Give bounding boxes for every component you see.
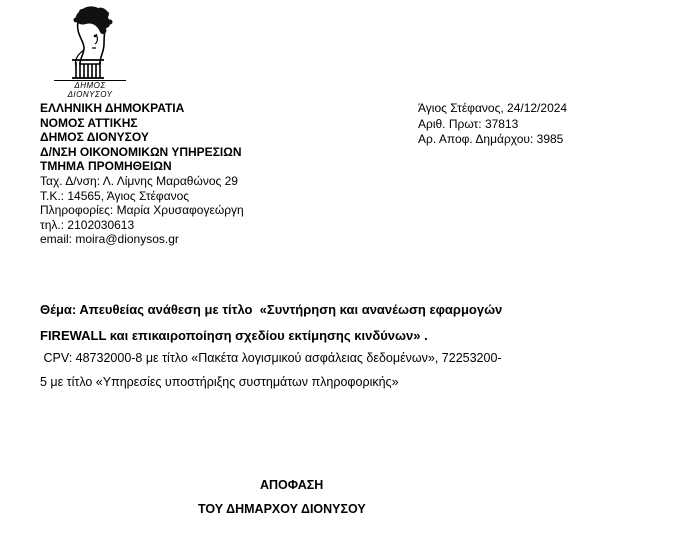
- cpv-line-2: 5 με τίτλο «Υπηρεσίες υποστήριξης συστημάτων πληροφορικής»: [40, 375, 399, 389]
- protocol-number: Αριθ. Πρωτ: 37813: [418, 116, 519, 131]
- decision-title: ΑΠΟΦΑΣΗ: [260, 478, 324, 492]
- place-date: Άγιος Στέφανος, 24/12/2024: [418, 101, 568, 115]
- issuer-contact-person: Πληροφορίες: Μαρία Χρυσαφογεώργη: [40, 203, 244, 218]
- issuer-address: Ταχ. Δ/νση: Λ. Λίμνης Μαραθώνος 29: [40, 173, 238, 188]
- issuer-directorate: Δ/ΝΣΗ ΟΙΚΟΝΟΜΙΚΩΝ ΥΠΗΡΕΣΙΩΝ: [40, 144, 242, 159]
- issuer-email: email: moira@dionysos.gr: [40, 232, 179, 247]
- issuer-country: ΕΛΛΗΝΙΚΗ ΔΗΜΟΚΡΑΤΙΑ: [40, 101, 185, 115]
- issuer-municipality: ΔΗΜΟΣ ΔΙΟΝΥΣΟΥ: [40, 130, 149, 145]
- subject-line-2: FIREWALL και επικαιροποίηση σχεδίου εκτίμησης κινδύνων» .: [40, 328, 428, 343]
- subject-block: [40, 297, 620, 349]
- issuer-postal-code: Τ.Κ.: 14565, Άγιος Στέφανος: [40, 188, 190, 203]
- dionysos-head-icon: [62, 4, 118, 80]
- municipality-logo: [54, 4, 126, 99]
- issuer-department: ΤΜΗΜΑ ΠΡΟΜΗΘΕΙΩΝ: [40, 159, 172, 174]
- decision-subtitle: ΤΟΥ ΔΗΜΑΡΧΟΥ ΔΙΟΝΥΣΟΥ: [198, 502, 366, 516]
- issuer-phone: τηλ.: 2102030613: [40, 217, 135, 232]
- decision-number: Αρ. Αποφ. Δημάρχου: 3985: [418, 132, 564, 146]
- logo-caption: ΔΗΜΟΣ ΔΙΟΝΥΣΟΥ: [67, 81, 113, 99]
- document-meta: [418, 101, 567, 148]
- cpv-block: [40, 346, 620, 394]
- issuer-block: [40, 101, 244, 247]
- cpv-line-1: CPV: 48732000-8 με τίτλο «Πακέτα λογισμικού ασφάλειας δεδομένων», 72253200-: [40, 351, 502, 365]
- issuer-prefecture: ΝΟΜΟΣ ΑΤΤΙΚΗΣ: [40, 115, 138, 130]
- subject-line-1: Θέμα: Απευθείας ανάθεση με τίτλο «Συντήρηση και ανανέωση εφαρμογών: [40, 302, 503, 317]
